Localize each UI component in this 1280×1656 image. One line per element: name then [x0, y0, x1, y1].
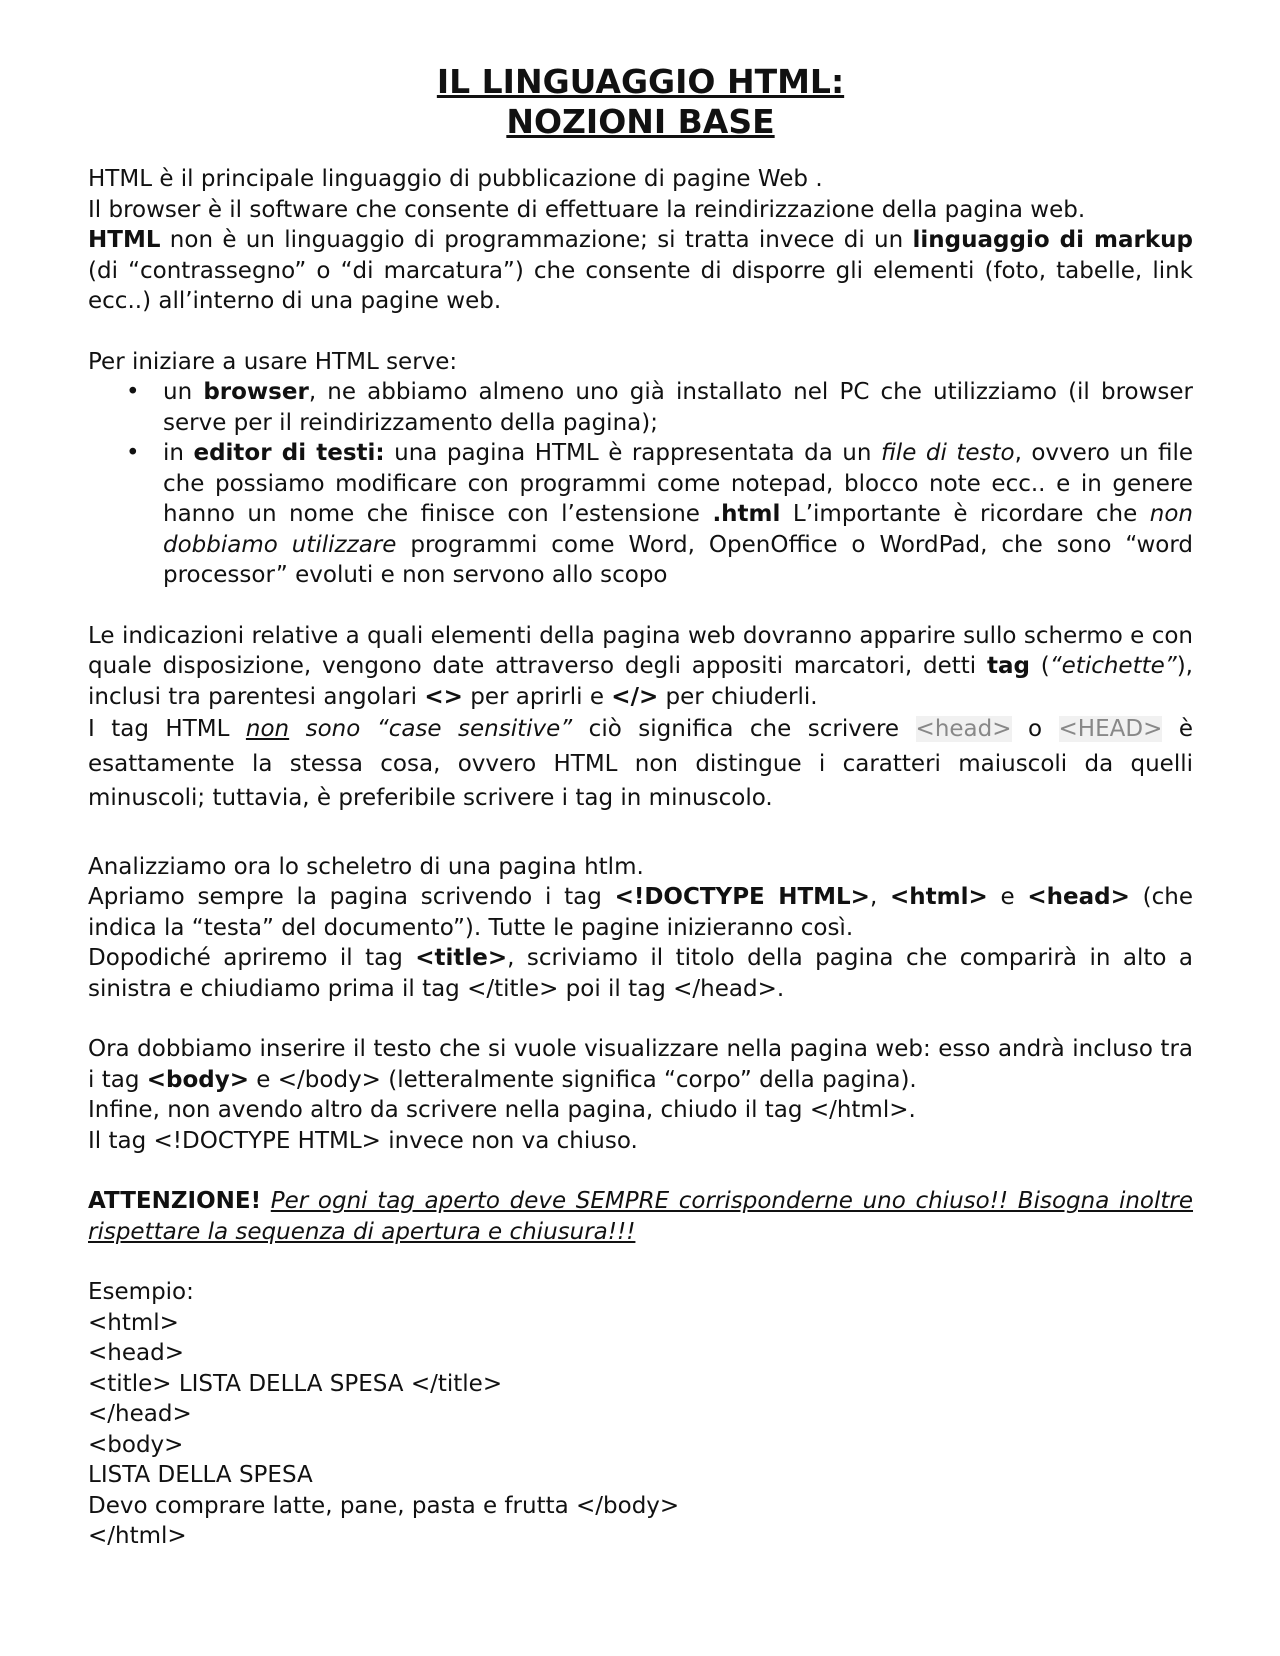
skeleton-text: e: [987, 884, 1028, 910]
skeleton-text: (che indica la “testa” del documento”). Tutte le pagine inizieranno così.: [88, 884, 1193, 941]
list-item-browser: [126, 377, 1193, 438]
skeleton-bold-title: <title>: [415, 945, 508, 971]
skeleton-section: [88, 852, 1193, 1005]
example-heading: Esempio:: [88, 1279, 194, 1305]
example-line: <html>: [88, 1309, 179, 1336]
intro-text-1: non è un linguaggio di programmazione; si tratta invece di un: [160, 227, 913, 253]
skeleton-bold-html: <html>: [890, 884, 988, 910]
tags-section: [88, 621, 1193, 816]
document-page: [88, 62, 1193, 1552]
body-section: [88, 1034, 1193, 1156]
requirements-section: [88, 347, 1193, 591]
item-text: , ovvero un file che possiamo modificare con programmi come notepad, blocco note ecc.. e in genere hanno un nome che finisce con l’estensione: [163, 440, 1193, 527]
warning-label: ATTENZIONE!: [88, 1188, 262, 1214]
item-bold-editor: editor di testi:: [193, 440, 385, 466]
item-text: un: [163, 379, 204, 405]
skeleton-text: Apriamo sempre la pagina scrivendo i tag: [88, 884, 615, 910]
case-paragraph: [88, 712, 1193, 816]
item-italic-file: file di testo: [880, 440, 1015, 466]
item-bold-extension: .html: [712, 501, 781, 527]
document-title: [88, 62, 1193, 142]
example-line: </head>: [88, 1401, 192, 1427]
tags-italic-etichette: “etichette”: [1049, 653, 1177, 679]
item-text: programmi come Word, OpenOffice o WordPad, che sono “word processor” evoluti e non servono allo scopo: [163, 531, 1193, 588]
item-text: in: [163, 440, 194, 466]
body-text: Ora dobbiamo inserire il testo che si vuole visualizzare nella pagina web: esso andrà incluso tra i tag: [88, 1036, 1193, 1093]
intro-text-2: (di “contrassegno” o “di marcatura”) che consente di disporre gli elementi (foto, tabelle, link ecc..) all’interno di una pagine web.: [88, 257, 1193, 314]
body-line-2: Infine, non avendo altro da scrivere nella pagina, chiudo il tag </html>.: [88, 1097, 916, 1123]
skeleton-text: , scriviamo il titolo della pagina che comparirà in alto a sinistra e chiudiamo prima il tag </title> poi il tag </head>.: [88, 945, 1193, 1002]
example-section: [88, 1277, 1193, 1552]
example-line: <body>: [88, 1431, 184, 1458]
requirements-heading: Per iniziare a usare HTML serve:: [88, 348, 458, 375]
example-line: LISTA DELLA SPESA: [88, 1462, 313, 1488]
bullet-icon: •: [126, 440, 140, 466]
tags-text: per chiuderli.: [658, 683, 818, 710]
example-line: Devo comprare latte, pane, pasta e frutta </body>: [88, 1492, 680, 1519]
item-text: L’importante è ricordare che: [780, 501, 1150, 527]
case-italic-non: non: [245, 716, 290, 742]
tags-bold-tag: tag: [986, 653, 1030, 679]
case-text: ciò significa che scrivere: [572, 716, 916, 742]
example-line: <title> LISTA DELLA SPESA </title>: [88, 1370, 503, 1397]
item-text: , ne abbiamo almeno uno già installato nel PC che utilizziamo (il browser serve per il reindirizzamento della pagina);: [163, 379, 1193, 436]
body-bold-body: <body>: [146, 1066, 249, 1093]
body-text: e </body> (letteralmente significa “corpo” della pagina).: [249, 1066, 917, 1093]
tags-paragraph: [88, 621, 1193, 713]
code-head-upper: <HEAD>: [1058, 716, 1163, 742]
body-paragraph: [88, 1034, 1193, 1095]
intro-line-2: Il browser è il software che consente di effettuare la reindirizzazione della pagina web.: [88, 196, 1086, 223]
list-item-editor: [126, 438, 1193, 591]
body-line-3: Il tag <!DOCTYPE HTML> invece non va chiuso.: [88, 1127, 638, 1154]
tags-text: per aprirli e: [462, 683, 612, 710]
item-italic-warning: non dobbiamo utilizzare: [163, 501, 1193, 558]
bullet-icon: •: [126, 379, 140, 405]
intro-html-bold: HTML: [88, 227, 161, 253]
requirements-list: [88, 377, 1193, 591]
code-head-lower: <head>: [915, 716, 1012, 742]
example-line: </html>: [88, 1523, 187, 1549]
skeleton-intro: Analizziamo ora lo scheletro di una pagina htlm.: [88, 853, 644, 880]
skeleton-text: ,: [869, 884, 890, 910]
item-bold-browser: browser: [203, 379, 309, 405]
intro-markup-bold: linguaggio di markup: [912, 227, 1193, 253]
warning-paragraph: [88, 1186, 1193, 1247]
warning-text: Per ogni tag aperto deve SEMPRE corrisponderne uno chiuso!! Bisogna inoltre rispettare la sequenza di apertura e chiusura!!!: [88, 1188, 1194, 1245]
skeleton-bold-head: <head>: [1027, 884, 1130, 910]
tags-text: Le indicazioni relative a quali elementi della pagina web dovranno apparire sullo schermo e con quale disposizione, vengono date attraverso degli appositi marcatori, detti: [88, 622, 1193, 679]
case-text: è esattamente la stessa cosa, ovvero HTML non distingue i caratteri maiuscoli da quelli minuscoli; tuttavia, è preferibile scrivere i tag in minuscolo.: [88, 716, 1193, 811]
item-text: una pagina HTML è rappresentata da un: [384, 440, 881, 466]
tags-text: (: [1029, 653, 1050, 679]
tags-bold-close: </>: [611, 683, 659, 710]
skeleton-bold-doctype: <!DOCTYPE HTML>: [614, 884, 870, 910]
case-italic-sensitive: sono “case sensitive”: [289, 716, 573, 742]
case-text: I tag HTML: [88, 716, 246, 742]
warning-section: [88, 1186, 1193, 1247]
intro-paragraph: [88, 225, 1193, 317]
title-line-2: NOZIONI BASE: [506, 102, 775, 141]
intro-section: [88, 164, 1193, 317]
skeleton-text: Dopodiché apriremo il tag: [88, 945, 416, 971]
intro-line-1: HTML è il principale linguaggio di pubblicazione di pagine Web .: [88, 166, 823, 192]
example-line: <head>: [88, 1340, 184, 1366]
tags-text: ), inclusi tra parentesi angolari: [88, 653, 1193, 710]
title-line-1: IL LINGUAGGIO HTML:: [436, 62, 845, 101]
case-text: o: [1011, 716, 1059, 742]
skeleton-title-paragraph: [88, 943, 1193, 1004]
tags-bold-open: <>: [424, 683, 463, 710]
skeleton-paragraph: [88, 882, 1193, 943]
